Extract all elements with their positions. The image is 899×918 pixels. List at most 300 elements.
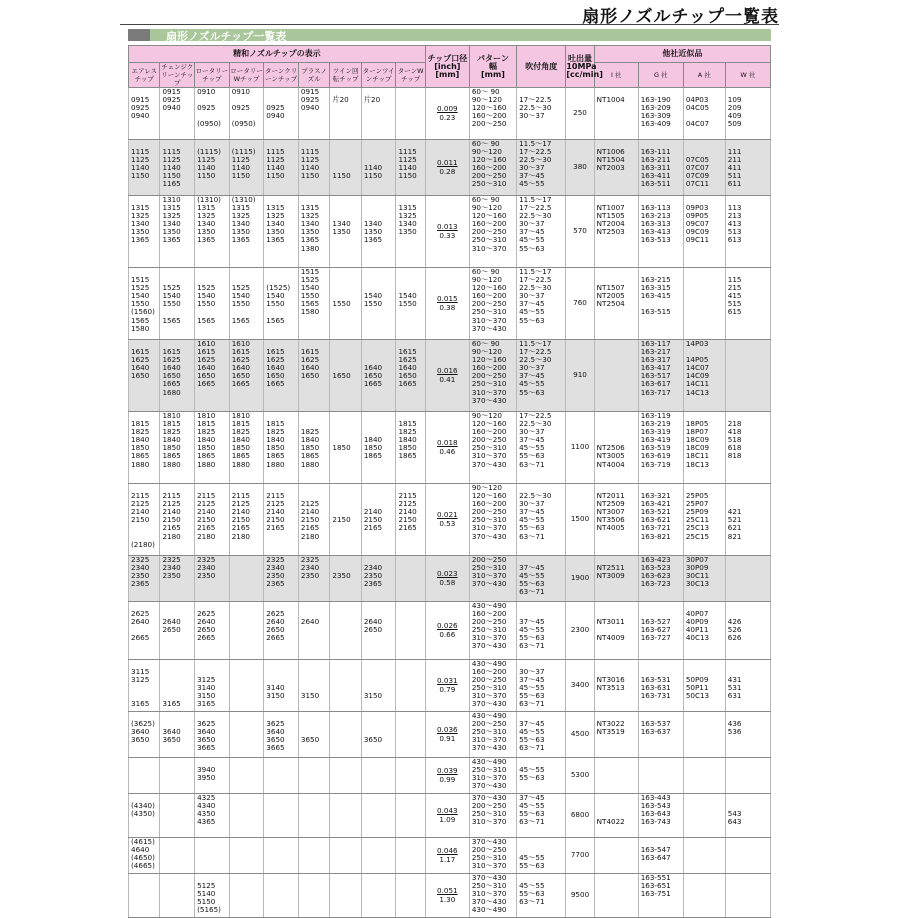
cell-c6: 0915 0925 0940 xyxy=(298,88,329,140)
cell-c6: 1115 1125 1140 1150 xyxy=(298,140,329,196)
tip-mm: 0.53 xyxy=(439,518,456,528)
cell-c1 xyxy=(129,874,160,918)
tip-mm: 1.09 xyxy=(439,814,456,824)
cell-c8: 1140 1150 xyxy=(361,140,396,196)
header-col-1: エアレスチップ xyxy=(129,63,160,88)
header-col-4: ロータリーWチップ xyxy=(229,63,264,88)
cell-c1: (3625) 3640 3650 xyxy=(129,712,160,758)
cell-c5 xyxy=(264,874,299,918)
cell-c9 xyxy=(396,794,425,838)
cell-c4: 2115 2125 2140 2150 2165 2180 xyxy=(229,484,264,556)
cell-c9: 1315 1325 1340 1350 xyxy=(396,196,425,268)
section-title: 扇形ノズルチップ一覧表 xyxy=(166,30,287,43)
cell-c9: 1115 1125 1140 1150 xyxy=(396,140,425,196)
cell-angle: 11.5〜17 17〜22.5 22.5〜30 30〜37 37〜45 45〜55 55〜63 xyxy=(517,268,566,340)
cell-c6 xyxy=(298,838,329,874)
tip-mm: 0.66 xyxy=(439,629,456,639)
cell-ci xyxy=(594,758,638,794)
cell-c6: 3150 xyxy=(298,660,329,712)
table-row xyxy=(129,196,771,268)
cell-c9 xyxy=(396,874,425,918)
cell-cg: 163-215 163-315 163-415 163-515 xyxy=(638,268,683,340)
cell-c2: 1310 1315 1325 1340 1350 1365 xyxy=(160,196,195,268)
table-row xyxy=(129,556,771,602)
header-col-7: ツイン回転チップ xyxy=(330,63,361,88)
tip-mm: 0.91 xyxy=(439,733,456,743)
cell-c1: (4340) (4350) xyxy=(129,794,160,838)
cell-flow: 7700 xyxy=(566,838,594,874)
cell-width: 60〜 90 90〜120 120〜160 160〜200 200〜250 250〜310 xyxy=(469,140,516,196)
tip-mm: 0.41 xyxy=(439,374,456,384)
cell-c8: 2140 2150 2165 xyxy=(361,484,396,556)
cell-flow: 570 xyxy=(566,196,594,268)
cell-c7 xyxy=(330,794,361,838)
cell-c4 xyxy=(229,556,264,602)
cell-c1: 1815 1825 1840 1850 1865 1880 xyxy=(129,412,160,484)
cell-angle: 11.5〜17 17〜22.5 22.5〜30 30〜37 37〜45 45〜55 xyxy=(517,140,566,196)
cell-c5: 3625 3640 3650 3665 xyxy=(264,712,299,758)
cell-c3: 1525 1540 1550 1565 xyxy=(195,268,230,340)
tip-diameter-cell xyxy=(425,412,469,484)
cell-c1: (4615) 4640 (4650) (4665) xyxy=(129,838,160,874)
cell-c3: 3625 3640 3650 3665 xyxy=(195,712,230,758)
table-row xyxy=(129,140,771,196)
header-company-i: I 社 xyxy=(594,63,638,88)
cell-cg: 163-117 163-217 163-317 163-417 163-517 163-617 163-717 xyxy=(638,340,683,412)
cell-c6: 2640 xyxy=(298,602,329,660)
cell-c2: 2115 2125 2140 2150 2165 2180 xyxy=(160,484,195,556)
cell-cw xyxy=(725,340,770,412)
cell-angle: 22.5〜30 30〜37 37〜45 45〜55 55〜63 63〜71 xyxy=(517,484,566,556)
cell-width: 60〜 90 90〜120 120〜160 160〜200 200〜250 250〜310 310〜370 xyxy=(469,196,516,268)
cell-c7: 2350 xyxy=(330,556,361,602)
tip-diameter-cell xyxy=(425,484,469,556)
cell-c3: 3125 3140 3150 3165 xyxy=(195,660,230,712)
cell-c4 xyxy=(229,602,264,660)
cell-c9 xyxy=(396,556,425,602)
tip-inch: 0.018 xyxy=(437,438,458,448)
cell-c2 xyxy=(160,838,195,874)
cell-ca: 30P07 30P09 30C11 30C13 xyxy=(683,556,725,602)
cell-c1: 2625 2640 2665 xyxy=(129,602,160,660)
cell-c1: 1515 1525 1540 1550 (1560) 1565 1580 xyxy=(129,268,160,340)
cell-cg: 163-527 163-627 163-727 xyxy=(638,602,683,660)
table-row xyxy=(129,484,771,556)
cell-angle: 11.5〜17 17〜22.5 22.5〜30 30〜37 37〜45 45〜55 55〜63 xyxy=(517,196,566,268)
cell-c8: 3650 xyxy=(361,712,396,758)
cell-cw: 109 209 409 509 xyxy=(725,88,770,140)
cell-c8: 2640 2650 xyxy=(361,602,396,660)
cell-c4 xyxy=(229,660,264,712)
header-pressure: 10MPa [cc/min] xyxy=(566,61,603,79)
cell-c6: 2325 2340 2350 xyxy=(298,556,329,602)
header-row-top xyxy=(129,46,771,63)
header-width: 幅 [mm] xyxy=(480,61,505,79)
cell-c3: (1115) 1125 1140 1150 xyxy=(195,140,230,196)
cell-c7 xyxy=(330,660,361,712)
cell-angle: 45〜55 55〜63 63〜71 xyxy=(517,874,566,918)
cell-c8 xyxy=(361,838,396,874)
cell-width: 370〜430 200〜250 250〜310 310〜370 xyxy=(469,838,516,874)
tip-diameter-cell xyxy=(425,758,469,794)
tip-diameter-cell xyxy=(425,838,469,874)
header-company-g: G 社 xyxy=(638,63,683,88)
cell-c6: 2125 2140 2150 2165 2180 xyxy=(298,484,329,556)
cell-c4 xyxy=(229,794,264,838)
header-col-6: プラスノズル xyxy=(298,63,329,88)
cell-flow: 6800 xyxy=(566,794,594,838)
cell-c9: 1540 1550 xyxy=(396,268,425,340)
cell-c7: 2150 xyxy=(330,484,361,556)
cell-ci: NT3022 NT3519 xyxy=(594,712,638,758)
cell-c2: 3165 xyxy=(160,660,195,712)
cell-c7: 1340 1350 xyxy=(330,196,361,268)
cell-ci xyxy=(594,340,638,412)
header-company-w: W 社 xyxy=(725,63,770,88)
cell-c4 xyxy=(229,874,264,918)
cell-width: 430〜490 200〜250 250〜310 310〜370 370〜430 xyxy=(469,712,516,758)
cell-ci: NT1004 xyxy=(594,88,638,140)
cell-c3: 0910 0925 (0950) xyxy=(195,88,230,140)
cell-flow: 380 xyxy=(566,140,594,196)
table-row xyxy=(129,660,771,712)
cell-ca: 50P09 50P11 50C13 xyxy=(683,660,725,712)
cell-c6 xyxy=(298,794,329,838)
cell-c8 xyxy=(361,874,396,918)
cell-c9 xyxy=(396,602,425,660)
cell-cw xyxy=(725,838,770,874)
header-col-8: ターンツインチップ xyxy=(361,63,396,88)
cell-c7: 片20 xyxy=(330,88,361,140)
cell-ca: 18P05 18P07 18C09 18C09 18C11 18C13 xyxy=(683,412,725,484)
cell-c7 xyxy=(330,874,361,918)
cell-c2 xyxy=(160,758,195,794)
cell-c7: 1150 xyxy=(330,140,361,196)
cell-c8: 2340 2350 2365 xyxy=(361,556,396,602)
section-bar-stub xyxy=(128,29,150,41)
header-discharge xyxy=(566,46,603,88)
cell-cw: 421 521 621 821 xyxy=(725,484,770,556)
cell-angle: 11.5〜17 17〜22.5 22.5〜30 30〜37 37〜45 45〜55 55〜63 xyxy=(517,340,566,412)
cell-angle: 30〜37 37〜45 45〜55 55〜63 63〜71 xyxy=(517,660,566,712)
cell-c8: 1340 1350 1365 xyxy=(361,196,396,268)
cell-c5: 1315 1325 1340 1350 1365 xyxy=(264,196,299,268)
cell-width: 90〜120 120〜160 160〜200 200〜250 250〜310 310〜370 370〜430 xyxy=(469,484,516,556)
cell-c3 xyxy=(195,838,230,874)
cell-cg: 163-111 163-211 163-311 163-411 163-511 xyxy=(638,140,683,196)
cell-c5 xyxy=(264,838,299,874)
cell-c3: 2325 2340 2350 xyxy=(195,556,230,602)
cell-ca: 25P05 25P07 25P09 25C11 25C13 25C15 xyxy=(683,484,725,556)
header-others: 他社近似品 xyxy=(594,46,770,63)
cell-cg: 163-443 163-543 163-643 163-743 xyxy=(638,794,683,838)
cell-angle: 37〜45 45〜55 55〜63 63〜71 xyxy=(517,602,566,660)
cell-ca xyxy=(683,838,725,874)
header-pattern-label: パターン xyxy=(477,53,509,63)
cell-ca xyxy=(683,794,725,838)
tip-mm: 0.46 xyxy=(439,446,456,456)
tip-mm: 0.58 xyxy=(439,577,456,587)
cell-cg: 163-537 163-637 xyxy=(638,712,683,758)
cell-cg: 163-423 163-523 163-623 163-723 xyxy=(638,556,683,602)
cell-c1: 2325 2340 2350 2365 xyxy=(129,556,160,602)
cell-cw: 111 211 411 511 611 xyxy=(725,140,770,196)
cell-ci: NT4022 xyxy=(594,794,638,838)
cell-ci: NT2011 NT2509 NT3007 NT3506 NT4005 xyxy=(594,484,638,556)
tip-diameter-cell xyxy=(425,196,469,268)
nozzle-table xyxy=(128,45,771,918)
cell-c5: 1115 1125 1140 1150 xyxy=(264,140,299,196)
cell-c4: 1525 1540 1550 1565 xyxy=(229,268,264,340)
cell-c5: 1615 1625 1640 1650 1665 xyxy=(264,340,299,412)
cell-ci: NT2506 NT3005 NT4004 xyxy=(594,412,638,484)
cell-width: 370〜430 200〜250 250〜310 310〜370 xyxy=(469,794,516,838)
cell-ca: 09P03 09P05 09C07 09C09 09C11 xyxy=(683,196,725,268)
cell-c7: 1650 xyxy=(330,340,361,412)
section-bar xyxy=(128,29,771,41)
tip-inch: 0.039 xyxy=(437,766,458,776)
cell-cg: 163-321 163-421 163-521 163-621 163-721 163-821 xyxy=(638,484,683,556)
cell-c9 xyxy=(396,88,425,140)
cell-c3: 4325 4340 4350 4365 xyxy=(195,794,230,838)
cell-ca: 40P07 40P09 40P11 40C13 xyxy=(683,602,725,660)
header-seiwa-group: 精和ノズルチップの表示 xyxy=(129,46,426,63)
tip-inch: 0.015 xyxy=(437,294,458,304)
cell-c9: 1815 1825 1840 1850 1865 xyxy=(396,412,425,484)
cell-c6 xyxy=(298,874,329,918)
tip-inch: 0.026 xyxy=(437,621,458,631)
cell-cw: 543 643 xyxy=(725,794,770,838)
cell-flow: 1900 xyxy=(566,556,594,602)
cell-c8: 1840 1850 1865 xyxy=(361,412,396,484)
table-row xyxy=(129,88,771,140)
header-tip-diameter xyxy=(425,46,469,88)
cell-width: 60〜 90 90〜120 120〜160 160〜200 200〜250 250〜310 310〜370 370〜430 xyxy=(469,268,516,340)
table-row xyxy=(129,874,771,918)
tip-inch: 0.011 xyxy=(437,158,458,168)
cell-angle: 17〜22.5 22.5〜30 30〜37 xyxy=(517,88,566,140)
cell-c8: 1640 1650 1665 xyxy=(361,340,396,412)
tip-mm: 0.79 xyxy=(439,684,456,694)
cell-flow: 4500 xyxy=(566,712,594,758)
cell-c5: 2115 2125 2140 2150 2165 xyxy=(264,484,299,556)
cell-c5 xyxy=(264,794,299,838)
cell-c9 xyxy=(396,838,425,874)
cell-cw: 218 418 518 618 818 xyxy=(725,412,770,484)
tip-mm: 1.30 xyxy=(439,894,456,904)
cell-c7 xyxy=(330,758,361,794)
cell-width: 430〜490 160〜200 200〜250 250〜310 310〜370 370〜430 xyxy=(469,660,516,712)
cell-c4: 1810 1815 1825 1840 1850 1865 1880 xyxy=(229,412,264,484)
tip-inch: 0.013 xyxy=(437,222,458,232)
cell-flow: 910 xyxy=(566,340,594,412)
cell-c1: 2115 2125 2140 2150 (2180) xyxy=(129,484,160,556)
cell-c5: 1815 1825 1840 1850 1865 1880 xyxy=(264,412,299,484)
cell-flow: 1500 xyxy=(566,484,594,556)
title-rule xyxy=(120,24,779,25)
cell-c3: 1610 1615 1625 1640 1650 1665 xyxy=(195,340,230,412)
cell-c9: 2115 2125 2140 2150 2165 xyxy=(396,484,425,556)
tip-inch: 0.031 xyxy=(437,676,458,686)
cell-c4 xyxy=(229,838,264,874)
header-inch-mm: [inch] [mm] xyxy=(434,61,461,79)
cell-width: 430〜490 160〜200 200〜250 250〜310 310〜370 370〜430 xyxy=(469,602,516,660)
cell-cw: 426 526 626 xyxy=(725,602,770,660)
cell-c2: 1615 1625 1640 1650 1665 1680 xyxy=(160,340,195,412)
cell-cw xyxy=(725,556,770,602)
cell-ci: NT1007 NT1505 NT2004 NT2503 xyxy=(594,196,638,268)
header-tip-diameter-label: チップ口径 xyxy=(427,53,468,63)
cell-cw: 431 531 631 xyxy=(725,660,770,712)
cell-c4: 0910 0925 (0950) xyxy=(229,88,264,140)
cell-angle: 45〜55 55〜63 xyxy=(517,758,566,794)
cell-ci: NT3016 NT3513 xyxy=(594,660,638,712)
cell-c7: 1550 xyxy=(330,268,361,340)
cell-cw xyxy=(725,758,770,794)
cell-width: 60〜 90 90〜120 120〜160 160〜200 200〜250 250〜310 310〜370 370〜430 xyxy=(469,340,516,412)
cell-c2: 1115 1125 1140 1150 1165 xyxy=(160,140,195,196)
cell-flow: 1100 xyxy=(566,412,594,484)
tip-mm: 0.28 xyxy=(439,166,456,176)
cell-ca: 14P03 14P05 14C07 14C09 14C11 14C13 xyxy=(683,340,725,412)
cell-ci: NT1507 NT2005 NT2504 xyxy=(594,268,638,340)
cell-c8: 3150 xyxy=(361,660,396,712)
cell-angle: 17〜22.5 22.5〜30 30〜37 37〜45 45〜55 55〜63 63〜71 xyxy=(517,412,566,484)
cell-angle: 37〜45 45〜55 55〜63 63〜71 xyxy=(517,712,566,758)
tip-inch: 0.023 xyxy=(437,569,458,579)
cell-c3: 1810 1815 1825 1840 1850 1865 1880 xyxy=(195,412,230,484)
cell-cg: 163-547 163-647 xyxy=(638,838,683,874)
cell-c1: 1615 1625 1640 1650 xyxy=(129,340,160,412)
cell-flow: 5300 xyxy=(566,758,594,794)
cell-width: 90〜120 120〜160 160〜200 200〜250 250〜310 310〜370 370〜430 xyxy=(469,412,516,484)
header-pattern xyxy=(469,46,516,88)
cell-cg: 163-190 163-209 163-309 163-409 xyxy=(638,88,683,140)
tip-mm: 0.99 xyxy=(439,774,456,784)
table-row xyxy=(129,838,771,874)
cell-cw xyxy=(725,874,770,918)
cell-c1: 1315 1325 1340 1350 1365 xyxy=(129,196,160,268)
cell-c1: 0915 0925 0940 xyxy=(129,88,160,140)
cell-flow: 250 xyxy=(566,88,594,140)
cell-c5: 0925 0940 xyxy=(264,88,299,140)
cell-angle: 37〜45 45〜55 55〜63 63〜71 xyxy=(517,556,566,602)
cell-c1 xyxy=(129,758,160,794)
header-col-2: チェンジクリーンチップ xyxy=(161,63,194,87)
cell-flow: 760 xyxy=(566,268,594,340)
cell-cg: 163-113 163-213 163-313 163-413 163-513 xyxy=(638,196,683,268)
cell-width: 200〜250 250〜310 310〜370 370〜430 xyxy=(469,556,516,602)
cell-ca xyxy=(683,874,725,918)
tip-inch: 0.016 xyxy=(437,366,458,376)
tip-inch: 0.046 xyxy=(437,846,458,856)
cell-c2: 1810 1815 1825 1840 1850 1865 1880 xyxy=(160,412,195,484)
cell-c4: (1310) 1315 1325 1340 1350 1365 xyxy=(229,196,264,268)
cell-c7 xyxy=(330,602,361,660)
cell-angle: 37〜45 45〜55 55〜63 63〜71 xyxy=(517,794,566,838)
cell-c3: 2115 2125 2140 2150 2165 2180 xyxy=(195,484,230,556)
cell-c8: 1540 1550 xyxy=(361,268,396,340)
table-row xyxy=(129,794,771,838)
tip-inch: 0.043 xyxy=(437,806,458,816)
cell-cw: 113 213 413 513 613 xyxy=(725,196,770,268)
cell-ca xyxy=(683,712,725,758)
tip-inch: 0.021 xyxy=(437,510,458,520)
cell-angle: 45〜55 55〜63 xyxy=(517,838,566,874)
cell-c6 xyxy=(298,758,329,794)
header-col-9: ターンWチップ xyxy=(396,63,425,88)
cell-c3: 3940 3950 xyxy=(195,758,230,794)
tip-diameter-cell xyxy=(425,712,469,758)
table-row xyxy=(129,412,771,484)
table-row xyxy=(129,712,771,758)
tip-mm: 1.17 xyxy=(439,854,456,864)
cell-width: 430〜490 250〜310 310〜370 370〜430 xyxy=(469,758,516,794)
cell-c3: 5125 5140 5150 (5165) xyxy=(195,874,230,918)
tip-inch: 0.036 xyxy=(437,725,458,735)
cell-c8: 片20 xyxy=(361,88,396,140)
tip-diameter-cell xyxy=(425,794,469,838)
cell-c2: 2325 2340 2350 xyxy=(160,556,195,602)
cell-ca xyxy=(683,758,725,794)
table-row xyxy=(129,758,771,794)
tip-diameter-cell xyxy=(425,88,469,140)
header-spray-angle: 吹付角度 xyxy=(517,46,566,88)
table-row xyxy=(129,268,771,340)
cell-c4 xyxy=(229,758,264,794)
tip-diameter-cell xyxy=(425,874,469,918)
cell-c5: 3140 3150 xyxy=(264,660,299,712)
cell-c3: (1310) 1315 1325 1340 1350 1365 xyxy=(195,196,230,268)
table-row xyxy=(129,602,771,660)
cell-c9 xyxy=(396,758,425,794)
cell-width: 60〜 90 90〜120 120〜160 160〜200 200〜250 xyxy=(469,88,516,140)
cell-c4 xyxy=(229,712,264,758)
cell-c5: (1525) 1540 1550 1565 xyxy=(264,268,299,340)
cell-c2: 1525 1540 1550 1565 xyxy=(160,268,195,340)
tip-diameter-cell xyxy=(425,602,469,660)
cell-ci: NT3011 NT4009 xyxy=(594,602,638,660)
cell-c6: 3650 xyxy=(298,712,329,758)
table-row xyxy=(129,340,771,412)
cell-c8 xyxy=(361,758,396,794)
cell-ci xyxy=(594,838,638,874)
cell-ca: 04P03 04C05 04C07 xyxy=(683,88,725,140)
header-col-3: ロータリーチップ xyxy=(195,63,230,88)
cell-cg: 163-119 163-219 163-319 163-419 163-519 163-619 163-719 xyxy=(638,412,683,484)
cell-flow: 9500 xyxy=(566,874,594,918)
cell-c6: 1615 1625 1640 1650 xyxy=(298,340,329,412)
cell-c5: 2625 2640 2650 2665 xyxy=(264,602,299,660)
cell-c7 xyxy=(330,838,361,874)
cell-cg: 163-551 163-651 163-751 xyxy=(638,874,683,918)
page-title: 扇形ノズルチップ一覧表 xyxy=(582,7,779,27)
cell-c5 xyxy=(264,758,299,794)
tip-diameter-cell xyxy=(425,340,469,412)
cell-c9 xyxy=(396,712,425,758)
header-discharge-label: 吐出量 xyxy=(568,53,593,63)
tip-mm: 0.23 xyxy=(439,112,456,122)
cell-c3: 2625 2640 2650 2665 xyxy=(195,602,230,660)
cell-cg xyxy=(638,758,683,794)
cell-c4: 1610 1615 1625 1640 1650 1665 xyxy=(229,340,264,412)
cell-flow: 3400 xyxy=(566,660,594,712)
cell-c2: 0915 0925 0940 xyxy=(160,88,195,140)
cell-c6: 1515 1525 1540 1550 1565 1580 xyxy=(298,268,329,340)
cell-cw: 436 536 xyxy=(725,712,770,758)
cell-ci: NT2511 NT3009 xyxy=(594,556,638,602)
cell-cw: 115 215 415 515 615 xyxy=(725,268,770,340)
